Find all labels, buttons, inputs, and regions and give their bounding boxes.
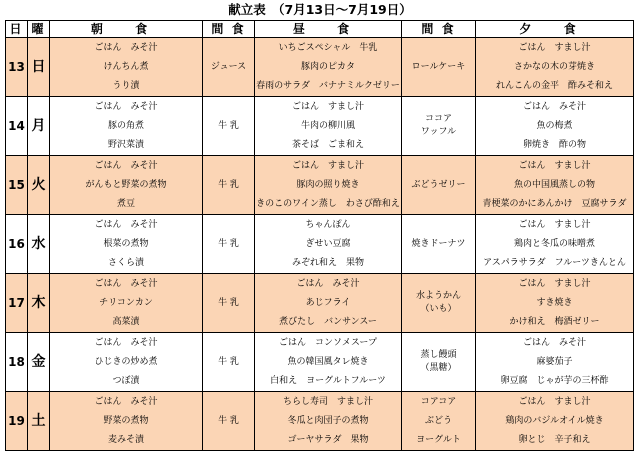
snack-pm-cell	[402, 333, 476, 392]
menu-item-text: うり漬	[112, 80, 140, 91]
menu-item-text: 冬瓜と肉団子の煮物	[287, 415, 369, 426]
menu-item-text: ごはん すまし汁	[518, 42, 591, 53]
menu-item-text: 魚の韓国風タレ焼き	[287, 356, 369, 367]
menu-item-text: 白和え ヨーグルトフルーツ	[270, 375, 386, 386]
menu-item-text: ごはん みそ汁	[94, 101, 158, 112]
menu-item-text: コアコア	[420, 396, 457, 407]
menu-item-text: けんちん煮	[103, 61, 149, 72]
breakfast-cell	[50, 215, 203, 274]
menu-item-text: ごはん みそ汁	[94, 337, 158, 348]
dinner-cell	[476, 333, 634, 392]
breakfast-cell	[50, 97, 203, 156]
page-title: 献立表 （7月13日～7月19日）	[228, 2, 412, 17]
menu-item-text: ジュース	[210, 61, 247, 72]
menu-item-text: 豚肉の照り焼き	[296, 179, 360, 190]
lunch-cell	[255, 97, 402, 156]
menu-item-text: がんもと野菜の煮物	[85, 179, 167, 190]
breakfast-cell	[50, 333, 203, 392]
weekday-cell: 金	[28, 333, 50, 392]
menu-item-text: ぶどう	[424, 415, 452, 426]
lunch-cell	[255, 156, 402, 215]
snack-pm-cell	[402, 156, 476, 215]
weekday-cell: 火	[28, 156, 50, 215]
menu-item-text: 魚の中国風蒸しの物	[513, 179, 595, 190]
weekday-cell: 木	[28, 274, 50, 333]
menu-item-text: ごはん みそ汁	[94, 42, 158, 53]
lunch-cell	[255, 274, 402, 333]
menu-item-text: 根菜の煮物	[103, 238, 149, 249]
table-row	[6, 215, 634, 274]
menu-item-text: 卵とじ 辛子和え	[518, 434, 591, 445]
snack-pm-cell	[402, 97, 476, 156]
snack-am-cell	[203, 215, 255, 274]
header-snack-pm: 間 食	[402, 21, 476, 38]
table-row	[6, 97, 634, 156]
menu-item-text: ゴーヤサラダ 果物	[287, 434, 369, 445]
snack-am-cell	[203, 274, 255, 333]
menu-item-text: 魚の梅煮	[536, 120, 573, 131]
snack-pm-cell	[402, 274, 476, 333]
menu-item-text: 焼きドーナツ	[411, 238, 466, 249]
menu-item-text: ごはん みそ汁	[94, 219, 158, 230]
menu-item-text: 鶏肉と冬瓜の味噌煮	[513, 238, 595, 249]
breakfast-cell	[50, 38, 203, 97]
day-cell: 18	[6, 333, 28, 392]
menu-item-text: ちゃんぽん	[305, 219, 351, 230]
menu-item-text: ひじきの炒め煮	[94, 356, 158, 367]
lunch-cell	[255, 38, 402, 97]
day-cell: 17	[6, 274, 28, 333]
menu-item-text: 青梗菜のかにあんかけ 豆腐サラダ	[482, 198, 627, 209]
menu-item-text: ぎせい豆腐	[305, 238, 351, 249]
day-cell: 14	[6, 97, 28, 156]
menu-item-text: 麦みそ漬	[107, 434, 144, 445]
header-dinner: 夕 食	[476, 21, 634, 38]
menu-table	[5, 20, 634, 451]
breakfast-cell	[50, 156, 203, 215]
weekday-cell: 月	[28, 97, 50, 156]
snack-am-cell	[203, 392, 255, 451]
dinner-cell	[476, 215, 634, 274]
menu-item-text: 牛肉の柳川風	[300, 120, 355, 131]
menu-item-text: 牛 乳	[218, 238, 239, 249]
dinner-cell	[476, 156, 634, 215]
menu-item-text: 豚の角煮	[107, 120, 144, 131]
menu-item-text: ごはん すまし汁	[291, 101, 364, 112]
menu-item-text: チリコンカン	[99, 297, 153, 308]
menu-item-text: （いも）	[420, 304, 457, 314]
menu-item-text: 煮びたし バンサンスー	[279, 316, 377, 327]
menu-item-text: ごはん すまし汁	[518, 278, 591, 289]
snack-am-cell	[203, 333, 255, 392]
menu-item-text: かけ和え 梅酒ゼリー	[509, 316, 600, 327]
menu-item-text: ちらし寿司 すまし汁	[282, 396, 373, 407]
menu-item-text: 牛 乳	[218, 297, 239, 308]
menu-item-text: ヨーグルト	[416, 434, 461, 445]
menu-item-text: 卵豆腐 じゃが芋の三杯酢	[500, 375, 609, 386]
breakfast-cell	[50, 274, 203, 333]
lunch-cell	[255, 333, 402, 392]
menu-item-text: 茶そば ごま和え	[291, 139, 364, 150]
header-breakfast: 朝 食	[50, 21, 203, 38]
weekday-cell: 水	[28, 215, 50, 274]
day-cell: 13	[6, 38, 28, 97]
menu-item-text: あじフライ	[305, 297, 351, 308]
menu-item-text: ワッフル	[420, 127, 457, 137]
menu-item-text: 野菜の煮物	[103, 415, 149, 426]
menu-item-text: 鶏肉のバジルオイル焼き	[505, 415, 604, 426]
snack-am-cell	[203, 38, 255, 97]
weekday-cell: 土	[28, 392, 50, 451]
snack-pm-cell	[402, 38, 476, 97]
menu-item-text: ココア	[424, 114, 452, 124]
dinner-cell	[476, 274, 634, 333]
menu-item-text: 水ようかん	[415, 291, 461, 301]
dinner-cell	[476, 38, 634, 97]
table-row	[6, 392, 634, 451]
menu-item-text: 煮豆	[116, 198, 135, 209]
menu-item-text: ごはん みそ汁	[522, 101, 586, 112]
menu-item-text: 卵焼き 酢の物	[522, 139, 586, 150]
table-row	[6, 38, 634, 97]
day-cell: 15	[6, 156, 28, 215]
menu-item-text: ロールケーキ	[411, 61, 466, 72]
menu-item-text: さかなの木の芽焼き	[513, 61, 595, 72]
menu-item-text: きのこのワイン蒸し わさび酢和え	[256, 198, 400, 209]
menu-item-text: 牛 乳	[218, 120, 239, 131]
menu-item-text: 麻婆茄子	[536, 356, 573, 367]
menu-item-text: ごはん すまし汁	[518, 160, 591, 171]
menu-item-text: れんこんの金平 酢みそ和え	[495, 80, 613, 91]
snack-am-cell	[203, 97, 255, 156]
header-row	[6, 21, 634, 38]
day-cell: 16	[6, 215, 28, 274]
menu-item-text: いちごスペシャル 牛乳	[278, 42, 378, 53]
menu-item-text: 牛 乳	[218, 179, 239, 190]
lunch-cell	[255, 215, 402, 274]
snack-pm-cell	[402, 392, 476, 451]
dinner-cell	[476, 392, 634, 451]
menu-item-text: 豚肉のピカタ	[300, 61, 355, 72]
table-row	[6, 333, 634, 392]
snack-am-cell	[203, 156, 255, 215]
menu-item-text: ごはん コンソメスープ	[279, 337, 377, 348]
table-row	[6, 274, 634, 333]
lunch-cell	[255, 392, 402, 451]
weekday-cell: 日	[28, 38, 50, 97]
menu-item-text: 春雨のサラダ バナナミルクゼリー	[256, 80, 400, 91]
snack-pm-cell	[402, 215, 476, 274]
header-lunch: 昼 食	[255, 21, 402, 38]
day-cell: 19	[6, 392, 28, 451]
menu-item-text: みぞれ和え 果物	[291, 257, 364, 268]
menu-item-text: 野沢菜漬	[107, 139, 144, 150]
menu-item-text: ごはん みそ汁	[522, 337, 586, 348]
menu-item-text: ごはん すまし汁	[518, 396, 591, 407]
header-day: 日	[6, 21, 28, 38]
menu-item-text: ごはん みそ汁	[94, 278, 158, 289]
menu-item-text: 牛 乳	[218, 415, 239, 426]
dinner-cell	[476, 97, 634, 156]
menu-item-text: つぼ漬	[112, 375, 140, 386]
menu-item-text: ごはん みそ汁	[94, 396, 158, 407]
breakfast-cell	[50, 392, 203, 451]
menu-item-text: ごはん すまし汁	[518, 219, 591, 230]
menu-item-text: 高菜漬	[112, 316, 140, 327]
table-row	[6, 156, 634, 215]
menu-item-text: ごはん みそ汁	[94, 160, 158, 171]
menu-item-text: すき焼き	[536, 297, 573, 308]
menu-item-text: （黒糖）	[420, 363, 457, 373]
menu-item-text: 牛 乳	[218, 356, 239, 367]
menu-item-text: ごはん みそ汁	[296, 278, 360, 289]
header-snack-am: 間 食	[203, 21, 255, 38]
menu-item-text: 蒸し饅頭	[420, 350, 457, 360]
menu-item-text: ごはん すまし汁	[291, 160, 364, 171]
header-weekday: 曜	[28, 21, 50, 38]
menu-item-text: ぶどうゼリー	[411, 179, 466, 190]
menu-item-text: さくら漬	[107, 257, 144, 268]
menu-item-text: アスパラサラダ フルーツきんとん	[483, 257, 626, 268]
